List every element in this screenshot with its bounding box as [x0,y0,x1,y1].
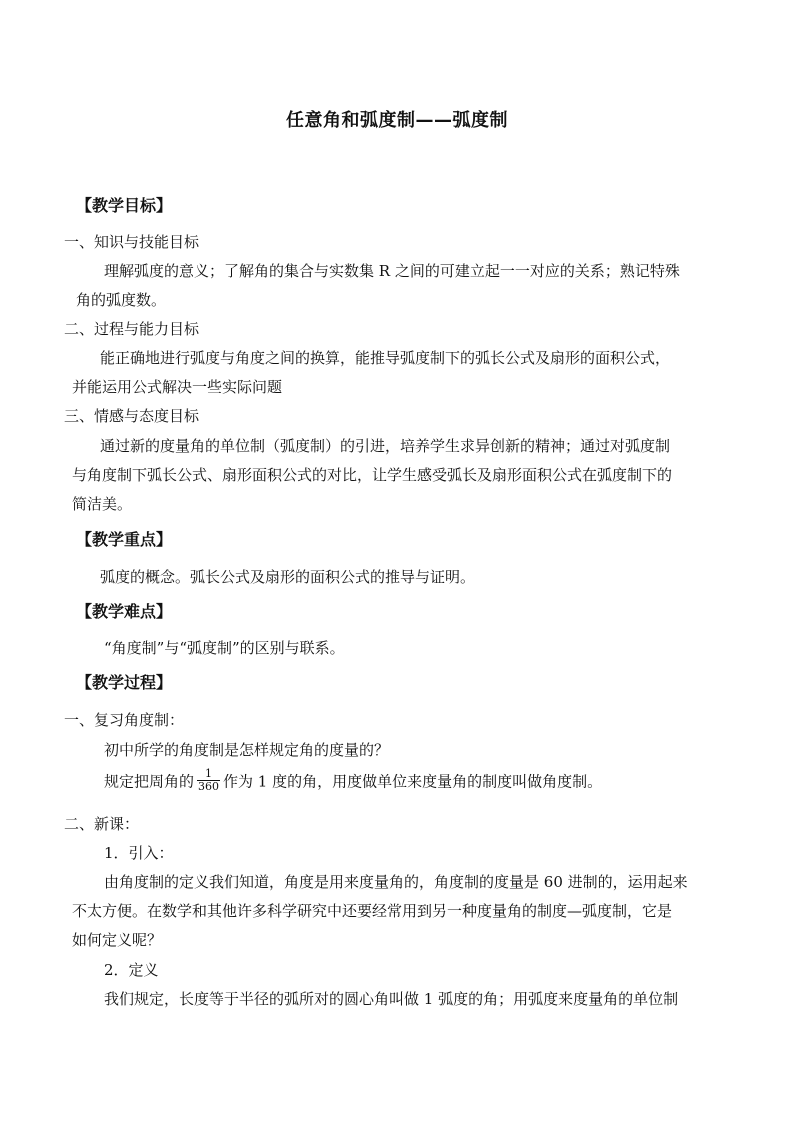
emotion-goal-body-line-2: 与角度制下弧长公式、扇形面积公式的对比，让学生感受弧长及扇形面积公式在弧度制下的 [72,466,673,484]
process-goal-body-line-1: 能正确地进行弧度与角度之间的换算，能推导弧度制下的弧长公式及扇形的面积公式， [100,349,671,367]
goals-heading: 【教学目标】 [76,196,173,215]
fraction-denominator: 360 [198,780,220,793]
definition-title: 2．定义 [104,961,159,979]
intro-body-line-2: 不太方便。在数学和其他许多科学研究中还要经常用到另一种度量角的制度—弧度制，它是 [72,902,673,920]
fraction-one-over-360 [197,768,220,793]
intro-body-line-1: 由角度制的定义我们知道，角度是用来度量角的，角度制的度量是 60 进制的，运用起来 [104,873,688,891]
difficulties-heading: 【教学难点】 [76,602,173,621]
review-title: 一、复习角度制： [64,711,185,729]
process-heading: 【教学过程】 [76,673,173,692]
page-title: 任意角和弧度制——弧度制 [286,110,508,131]
key-points-heading: 【教学重点】 [76,530,173,549]
difficulties-body: “角度制”与“弧度制”的区别与联系。 [104,639,345,657]
emotion-goal-title: 三、情感与态度目标 [64,407,200,425]
process-goal-title: 二、过程与能力目标 [64,320,200,338]
intro-title: 1．引入： [104,844,174,862]
emotion-goal-body-line-1: 通过新的度量角的单位制（弧度制）的引进，培养学生求异创新的精神；通过对弧度制 [100,437,671,455]
emotion-goal-body-line-3: 简洁美。 [72,495,133,513]
process-goal-body-line-2: 并能运用公式解决一些实际问题 [72,378,283,396]
review-answer-suffix: 作为 1 度的角，用度做单位来度量角的制度叫做角度制。 [223,772,603,791]
review-question: 初中所学的角度制是怎样规定角的度量的？ [104,741,390,759]
knowledge-goal-body-line-2: 角的弧度数。 [76,291,167,309]
fraction-numerator: 1 [197,768,220,781]
intro-body-line-3: 如何定义呢？ [72,931,163,949]
knowledge-goal-body-line-1: 理解弧度的意义；了解角的集合与实数集 R 之间的可建立起一一对应的关系；熟记特殊 [104,262,680,280]
new-lesson-title: 二、新课： [64,815,140,833]
review-answer-prefix: 规定把周角的 [104,772,195,791]
key-points-body: 弧度的概念。弧长公式及扇形的面积公式的推导与证明。 [100,568,476,586]
review-answer [104,767,603,795]
definition-body-line-1: 我们规定，长度等于半径的弧所对的圆心角叫做 1 弧度的角；用弧度来度量角的单位制 [104,990,679,1008]
knowledge-goal-title: 一、知识与技能目标 [64,233,200,251]
